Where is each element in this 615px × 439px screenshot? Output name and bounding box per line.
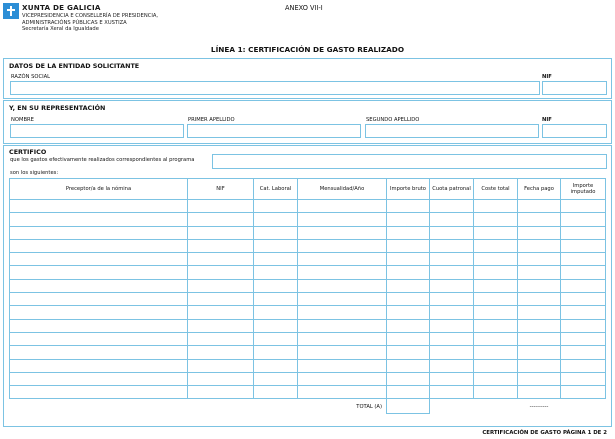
entity-section bbox=[3, 58, 612, 99]
cell-importe-bruto[interactable] bbox=[387, 306, 430, 319]
cell-cuota-patronal[interactable] bbox=[430, 332, 474, 345]
primer-apellido-field[interactable] bbox=[187, 124, 361, 138]
table-row bbox=[10, 386, 606, 399]
table-row bbox=[10, 279, 606, 292]
cell-coste-total[interactable] bbox=[474, 266, 518, 279]
cell-cuota-patronal[interactable] bbox=[430, 279, 474, 292]
cell-fecha-pago[interactable] bbox=[518, 293, 561, 306]
segundo-apellido-label: SEGUNDO APELLIDO bbox=[366, 117, 420, 123]
cell-preceptor[interactable] bbox=[10, 266, 188, 279]
cell-coste-total[interactable] bbox=[474, 253, 518, 266]
cell-mensualidad[interactable] bbox=[298, 279, 387, 292]
col-header-importe-imputado: Importe imputado bbox=[561, 179, 606, 200]
total-row bbox=[10, 399, 606, 414]
cell-importe-bruto[interactable] bbox=[387, 213, 430, 226]
cell-importe-imputado[interactable] bbox=[561, 279, 606, 292]
cell-cuota-patronal[interactable] bbox=[430, 266, 474, 279]
cell-coste-total[interactable] bbox=[474, 346, 518, 359]
cell-importe-imputado[interactable] bbox=[561, 372, 606, 385]
table-row bbox=[10, 253, 606, 266]
rep-nif-label: NIF bbox=[542, 117, 552, 123]
segundo-apellido-field[interactable] bbox=[365, 124, 539, 138]
cell-importe-imputado[interactable] bbox=[561, 306, 606, 319]
cell-mensualidad[interactable] bbox=[298, 319, 387, 332]
cell-importe-imputado[interactable] bbox=[561, 213, 606, 226]
cell-importe-bruto[interactable] bbox=[387, 372, 430, 385]
cell-importe-imputado[interactable] bbox=[561, 253, 606, 266]
cell-cat-laboral[interactable] bbox=[254, 266, 298, 279]
cell-importe-bruto[interactable] bbox=[387, 226, 430, 239]
cell-cat-laboral[interactable] bbox=[254, 213, 298, 226]
certifico-title: CERTIFICO bbox=[9, 148, 47, 156]
table-row bbox=[10, 226, 606, 239]
primer-apellido-label: PRIMER APELLIDO bbox=[188, 117, 235, 123]
cell-fecha-pago[interactable] bbox=[518, 200, 561, 213]
annex-label: ANEXO VII-I bbox=[285, 4, 323, 12]
cell-mensualidad[interactable] bbox=[298, 213, 387, 226]
representation-section bbox=[3, 100, 612, 144]
cell-preceptor[interactable] bbox=[10, 293, 188, 306]
cell-fecha-pago[interactable] bbox=[518, 346, 561, 359]
cell-importe-imputado[interactable] bbox=[561, 226, 606, 239]
cell-fecha-pago[interactable] bbox=[518, 332, 561, 345]
following-text: son los siguientes: bbox=[10, 170, 59, 176]
org-line-3: Secretaría Xeral da Igualdade bbox=[22, 26, 99, 32]
cell-importe-bruto[interactable] bbox=[387, 332, 430, 345]
cell-cat-laboral[interactable] bbox=[254, 293, 298, 306]
cell-fecha-pago[interactable] bbox=[518, 213, 561, 226]
cell-preceptor[interactable] bbox=[10, 386, 188, 399]
cell-importe-imputado[interactable] bbox=[561, 266, 606, 279]
entity-section-title: DATOS DE LA ENTIDAD SOLICITANTE bbox=[9, 62, 140, 70]
total-dashes: ---------- bbox=[529, 403, 549, 410]
cell-fecha-pago[interactable] bbox=[518, 253, 561, 266]
cell-mensualidad[interactable] bbox=[298, 359, 387, 372]
cell-importe-bruto[interactable] bbox=[387, 319, 430, 332]
table-row bbox=[10, 200, 606, 213]
cell-cat-laboral[interactable] bbox=[254, 346, 298, 359]
table-row bbox=[10, 346, 606, 359]
program-field[interactable] bbox=[212, 154, 607, 169]
cell-importe-bruto[interactable] bbox=[387, 253, 430, 266]
cell-coste-total[interactable] bbox=[474, 239, 518, 252]
cell-preceptor[interactable] bbox=[10, 346, 188, 359]
entity-nif-field[interactable] bbox=[542, 81, 607, 95]
cell-cuota-patronal[interactable] bbox=[430, 319, 474, 332]
cell-cuota-patronal[interactable] bbox=[430, 239, 474, 252]
cell-coste-total[interactable] bbox=[474, 279, 518, 292]
cell-preceptor[interactable] bbox=[10, 239, 188, 252]
cell-importe-imputado[interactable] bbox=[561, 359, 606, 372]
col-header-cat-laboral: Cat. Laboral bbox=[254, 179, 298, 200]
cell-importe-imputado[interactable] bbox=[561, 332, 606, 345]
cell-nif[interactable] bbox=[188, 266, 254, 279]
cell-fecha-pago[interactable] bbox=[518, 386, 561, 399]
cell-coste-total[interactable] bbox=[474, 386, 518, 399]
razon-social-label: RAZÓN SOCIAL bbox=[11, 74, 51, 80]
col-header-cuota-patronal: Cuota patronal bbox=[430, 179, 474, 200]
cell-preceptor[interactable] bbox=[10, 359, 188, 372]
cell-cuota-patronal[interactable] bbox=[430, 293, 474, 306]
total-importe-bruto-cell[interactable] bbox=[387, 399, 430, 414]
cell-importe-bruto[interactable] bbox=[387, 279, 430, 292]
cell-mensualidad[interactable] bbox=[298, 226, 387, 239]
cell-mensualidad[interactable] bbox=[298, 266, 387, 279]
cell-cat-laboral[interactable] bbox=[254, 332, 298, 345]
cell-nif[interactable] bbox=[188, 346, 254, 359]
cell-cuota-patronal[interactable] bbox=[430, 226, 474, 239]
cell-preceptor[interactable] bbox=[10, 253, 188, 266]
table-row bbox=[10, 239, 606, 252]
cell-cat-laboral[interactable] bbox=[254, 253, 298, 266]
col-header-fecha-pago: Fecha pago bbox=[518, 179, 561, 200]
cell-nif[interactable] bbox=[188, 332, 254, 345]
cell-cat-laboral[interactable] bbox=[254, 386, 298, 399]
cell-fecha-pago[interactable] bbox=[518, 306, 561, 319]
cell-mensualidad[interactable] bbox=[298, 253, 387, 266]
total-spacer-1 bbox=[430, 399, 474, 414]
cell-importe-imputado[interactable] bbox=[561, 319, 606, 332]
org-line-1: VICEPRESIDENCIA E CONSELLERÍA DE PRESIDENCIA, bbox=[22, 13, 159, 19]
cell-nif[interactable] bbox=[188, 293, 254, 306]
cell-cat-laboral[interactable] bbox=[254, 372, 298, 385]
cell-coste-total[interactable] bbox=[474, 213, 518, 226]
xunta-logo-icon bbox=[3, 3, 19, 19]
cell-importe-bruto[interactable] bbox=[387, 266, 430, 279]
cell-mensualidad[interactable] bbox=[298, 306, 387, 319]
cell-importe-imputado[interactable] bbox=[561, 346, 606, 359]
cell-fecha-pago[interactable] bbox=[518, 239, 561, 252]
cell-cat-laboral[interactable] bbox=[254, 279, 298, 292]
cell-coste-total[interactable] bbox=[474, 226, 518, 239]
cell-cuota-patronal[interactable] bbox=[430, 200, 474, 213]
cell-coste-total[interactable] bbox=[474, 319, 518, 332]
cell-mensualidad[interactable] bbox=[298, 346, 387, 359]
cell-fecha-pago[interactable] bbox=[518, 226, 561, 239]
cell-fecha-pago[interactable] bbox=[518, 319, 561, 332]
entity-nif-label: NIF bbox=[542, 74, 552, 80]
cell-cuota-patronal[interactable] bbox=[430, 359, 474, 372]
cell-cat-laboral[interactable] bbox=[254, 200, 298, 213]
cell-nif[interactable] bbox=[188, 200, 254, 213]
table-row bbox=[10, 319, 606, 332]
cell-preceptor[interactable] bbox=[10, 200, 188, 213]
table-row bbox=[10, 372, 606, 385]
razon-social-field[interactable] bbox=[10, 81, 540, 95]
total-label: TOTAL (A) bbox=[10, 399, 387, 414]
cell-cat-laboral[interactable] bbox=[254, 226, 298, 239]
cell-nif[interactable] bbox=[188, 306, 254, 319]
org-title: XUNTA DE GALICIA bbox=[22, 3, 101, 12]
cell-cuota-patronal[interactable] bbox=[430, 253, 474, 266]
cell-nif[interactable] bbox=[188, 386, 254, 399]
cell-cuota-patronal[interactable] bbox=[430, 346, 474, 359]
nombre-field[interactable] bbox=[10, 124, 184, 138]
cell-nif[interactable] bbox=[188, 372, 254, 385]
cell-coste-total[interactable] bbox=[474, 332, 518, 345]
cell-importe-imputado[interactable] bbox=[561, 293, 606, 306]
cell-nif[interactable] bbox=[188, 359, 254, 372]
cell-nif[interactable] bbox=[188, 226, 254, 239]
cell-coste-total[interactable] bbox=[474, 293, 518, 306]
cell-mensualidad[interactable] bbox=[298, 293, 387, 306]
cell-importe-bruto[interactable] bbox=[387, 346, 430, 359]
cell-cuota-patronal[interactable] bbox=[430, 386, 474, 399]
cell-cuota-patronal[interactable] bbox=[430, 306, 474, 319]
cell-preceptor[interactable] bbox=[10, 279, 188, 292]
cell-cat-laboral[interactable] bbox=[254, 359, 298, 372]
nombre-label: NOMBRE bbox=[11, 117, 34, 123]
cell-mensualidad[interactable] bbox=[298, 200, 387, 213]
cell-importe-bruto[interactable] bbox=[387, 293, 430, 306]
total-spacer-3 bbox=[561, 399, 606, 414]
expense-table-header bbox=[10, 179, 606, 200]
representation-section-title: Y, EN SU REPRESENTACIÓN bbox=[9, 104, 106, 112]
col-header-mensualidad: Mensualidad/Año bbox=[298, 179, 387, 200]
cell-mensualidad[interactable] bbox=[298, 372, 387, 385]
cell-mensualidad[interactable] bbox=[298, 386, 387, 399]
cell-coste-total[interactable] bbox=[474, 306, 518, 319]
cell-preceptor[interactable] bbox=[10, 226, 188, 239]
cell-preceptor[interactable] bbox=[10, 372, 188, 385]
cell-cat-laboral[interactable] bbox=[254, 319, 298, 332]
col-header-coste-total: Coste total bbox=[474, 179, 518, 200]
cell-preceptor[interactable] bbox=[10, 306, 188, 319]
document-title: LÍNEA 1: CERTIFICACIÓN DE GASTO REALIZADO bbox=[210, 45, 405, 54]
cell-preceptor[interactable] bbox=[10, 332, 188, 345]
cell-fecha-pago[interactable] bbox=[518, 372, 561, 385]
org-line-2: ADMINISTRACIÓNS PÚBLICAS E XUSTIZA bbox=[22, 19, 127, 26]
cell-fecha-pago[interactable] bbox=[518, 279, 561, 292]
cell-coste-total[interactable] bbox=[474, 372, 518, 385]
cell-mensualidad[interactable] bbox=[298, 332, 387, 345]
cell-preceptor[interactable] bbox=[10, 319, 188, 332]
cell-fecha-pago[interactable] bbox=[518, 266, 561, 279]
col-header-importe-bruto: Importe bruto bbox=[387, 179, 430, 200]
cell-importe-imputado[interactable] bbox=[561, 200, 606, 213]
cell-nif[interactable] bbox=[188, 279, 254, 292]
cell-importe-bruto[interactable] bbox=[387, 359, 430, 372]
cell-importe-bruto[interactable] bbox=[387, 239, 430, 252]
table-row bbox=[10, 293, 606, 306]
cell-preceptor[interactable] bbox=[10, 213, 188, 226]
cell-importe-bruto[interactable] bbox=[387, 386, 430, 399]
cell-fecha-pago[interactable] bbox=[518, 359, 561, 372]
cell-nif[interactable] bbox=[188, 319, 254, 332]
rep-nif-field[interactable] bbox=[542, 124, 607, 138]
cell-cuota-patronal[interactable] bbox=[430, 372, 474, 385]
col-header-nif: NIF bbox=[188, 179, 254, 200]
cell-coste-total[interactable] bbox=[474, 200, 518, 213]
cell-nif[interactable] bbox=[188, 213, 254, 226]
cell-cat-laboral[interactable] bbox=[254, 239, 298, 252]
cell-cuota-patronal[interactable] bbox=[430, 213, 474, 226]
cell-nif[interactable] bbox=[188, 253, 254, 266]
cell-importe-imputado[interactable] bbox=[561, 386, 606, 399]
cell-nif[interactable] bbox=[188, 239, 254, 252]
col-header-preceptor: Preceptor/a de la nómina bbox=[10, 179, 188, 200]
table-row bbox=[10, 359, 606, 372]
cell-mensualidad[interactable] bbox=[298, 239, 387, 252]
total-spacer-2 bbox=[474, 399, 518, 414]
cell-importe-imputado[interactable] bbox=[561, 239, 606, 252]
table-row bbox=[10, 306, 606, 319]
table-row bbox=[10, 213, 606, 226]
program-text: que los gastos efectivamente realizados correspondientes al programa bbox=[10, 157, 195, 163]
page-footer: CERTIFICACIÓN DE GASTO PÁGINA 1 DE 2 bbox=[482, 430, 607, 436]
cell-cat-laboral[interactable] bbox=[254, 306, 298, 319]
expense-table bbox=[9, 178, 606, 414]
table-row bbox=[10, 266, 606, 279]
cell-importe-bruto[interactable] bbox=[387, 200, 430, 213]
cell-coste-total[interactable] bbox=[474, 359, 518, 372]
table-row bbox=[10, 332, 606, 345]
